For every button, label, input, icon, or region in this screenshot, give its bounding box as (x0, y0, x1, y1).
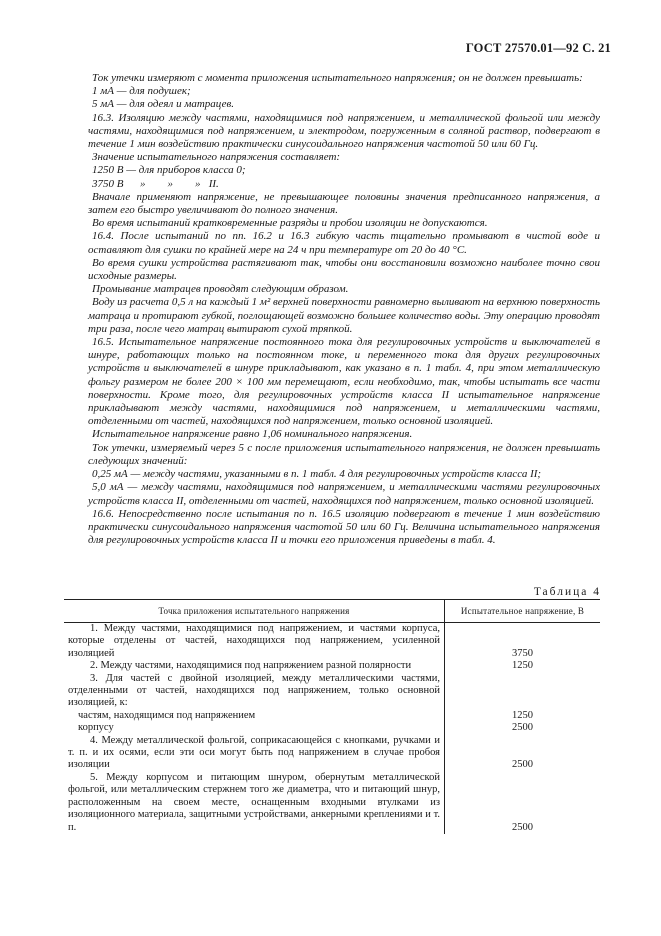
paragraph: 16.5. Испытательное напряжение постоянного тока для регулировочных устройств и выключателей в шнуре, работающих только на постоянном токе, и переменного тока для других регулировочных устройств и выключателей в шнуре прикладывают, как указано в п. 1 табл. 4, при этом металлическую фольгу размером не более 200 × 100 мм перемещают, если необходимо, так, чтобы испытать все части поверхности. Кроме того, для регулировочных устройств класса II испытательное напряжение прикладывают между частями, находящимися под напряжением, и металлическими частями, отделенными от частей, находящихся под напряжением, только основной изоляцией. (88, 336, 600, 428)
paragraph: 16.3. Изоляцию между частями, находящимися под напряжением, и металлической фольгой или между частями, находящимися под напряжением, и электродом, погруженным в соляной раствор, подвергают в течение 1 мин воздействию практически синусоидального напряжения частотой 50 или 60 Гц. (88, 111, 600, 151)
table-cell: 2500 (512, 722, 533, 734)
column-header: Точка приложения испытательного напряжения (64, 600, 445, 623)
table-cell: 1250 (512, 660, 533, 672)
table-cell: 3. Для частей с двойной изоляцией, между металлическими частями, отделенными от частей, находящихся под напряжением, только основной изоляцией, к: (64, 673, 445, 710)
page-header: ГОСТ 27570.01—92 С. 21 (465, 41, 611, 55)
column-header: Испытательное напряжение, В (445, 600, 601, 623)
table-cell: 4. Между металлической фольгой, соприкасающейся с кнопками, ручками и т. п. и их осями, если эти оси могут быть под напряжением в случае пробоя изоляции (64, 735, 445, 772)
paragraph: Во время сушки устройства растягивают так, чтобы они восстановили возможно наиболее точно свои исходные размеры. (88, 256, 600, 283)
table-cell: 5. Между корпусом и питающим шнуром, обернутым металлической фольгой, или металлическим стержнем того же диаметра, что и питающий шнур, расположенным на своем месте, оснащенным входными втулками из изоляционного материала, защитными устройствами, анкерными креплениями и т. п. (64, 772, 445, 834)
table-cell: 3750 (512, 647, 533, 659)
table-row (64, 660, 600, 672)
table-cell: 2500 (512, 821, 533, 833)
table-header-row (64, 600, 600, 623)
paragraph: 3750 В » » » II. (92, 177, 219, 190)
paragraph: 16.6. Непосредственно после испытания по п. 16.5 изоляцию подвергают в течение 1 мин воздействию практически синусоидального напряжения частотой 50 или 60 Гц. Величина испытательного напряжения для регулировочных устройств класса II и точки его приложения приведены в табл. 4. (88, 507, 600, 547)
paragraph: 5,0 мА — между частями, находящимися под напряжением, и металлическими частями регулировочных устройств класса II, отделенными от частей, находящихся под напряжением, только основной изоляцией. (88, 481, 600, 507)
paragraph: 0,25 мА — между частями, указанными в п. 1 табл. 4 для регулировочных устройств класса II; (92, 468, 542, 481)
paragraph: 1250 В — для приборов класса 0; (92, 164, 246, 177)
paragraph: Во время испытаний кратковременные разряды и пробои изоляции не допускаются. (92, 217, 488, 230)
table-row (64, 722, 600, 734)
paragraph: Промывание матрацев проводят следующим образом. (92, 283, 349, 296)
table-cell: 2500 (512, 759, 533, 771)
table-title: Таблица 4 (533, 586, 601, 598)
paragraph: 16.4. После испытаний по пп. 16.2 и 16.3 гибкую часть тщательно промывают в чистой воде и оставляют для сушки по крайней мере на 24 ч при температуре от 20 до 40 °С. (88, 230, 600, 256)
paragraph: Ток утечки измеряют с момента приложения испытательного напряжения; он не должен превышать: (92, 72, 583, 84)
paragraph: Воду из расчета 0,5 л на каждый 1 м² верхней поверхности равномерно выливают на верхнюю поверхность матраца и протирают губкой, поглощающей возможно большее количество воды. Эту операцию проводят три раза, после чего матрац вытирают сухой тряпкой. (88, 296, 600, 335)
table-cell: частям, находящимся под напряжением (64, 710, 445, 722)
table-row (64, 710, 600, 722)
table-row (64, 772, 600, 834)
paragraph: 5 мА — для одеял и матрацев. (92, 98, 234, 111)
paragraph: Ток утечки, измеряемый через 5 с после приложения испытательного напряжения, не должен превышать следующих значений: (88, 441, 600, 467)
table-cell: 2. Между частями, находящимися под напряжением разной полярности (64, 660, 445, 672)
paragraph: Вначале применяют напряжение, не превышающее половины значения предписанного напряжения, а затем его быстро увеличивают до полного значения. (88, 190, 600, 217)
table-cell: 1. Между частями, находящимися под напряжением, и частями корпуса, которые отделены от частей, находящихся под напряжением, усиленной изоляцией (64, 623, 445, 661)
paragraph: Испытательное напряжение равно 1,06 номинального напряжения. (92, 428, 413, 441)
table-cell: корпусу (64, 722, 445, 734)
table-4 (64, 599, 600, 834)
paragraph: Значение испытательного напряжения составляет: (92, 151, 341, 164)
table-row (64, 623, 600, 661)
paragraph: 1 мА — для подушек; (92, 85, 191, 98)
table-row (64, 673, 600, 710)
table-cell: 1250 (512, 709, 533, 721)
table-row (64, 735, 600, 772)
table-cell (445, 673, 601, 710)
body-text (88, 72, 600, 547)
